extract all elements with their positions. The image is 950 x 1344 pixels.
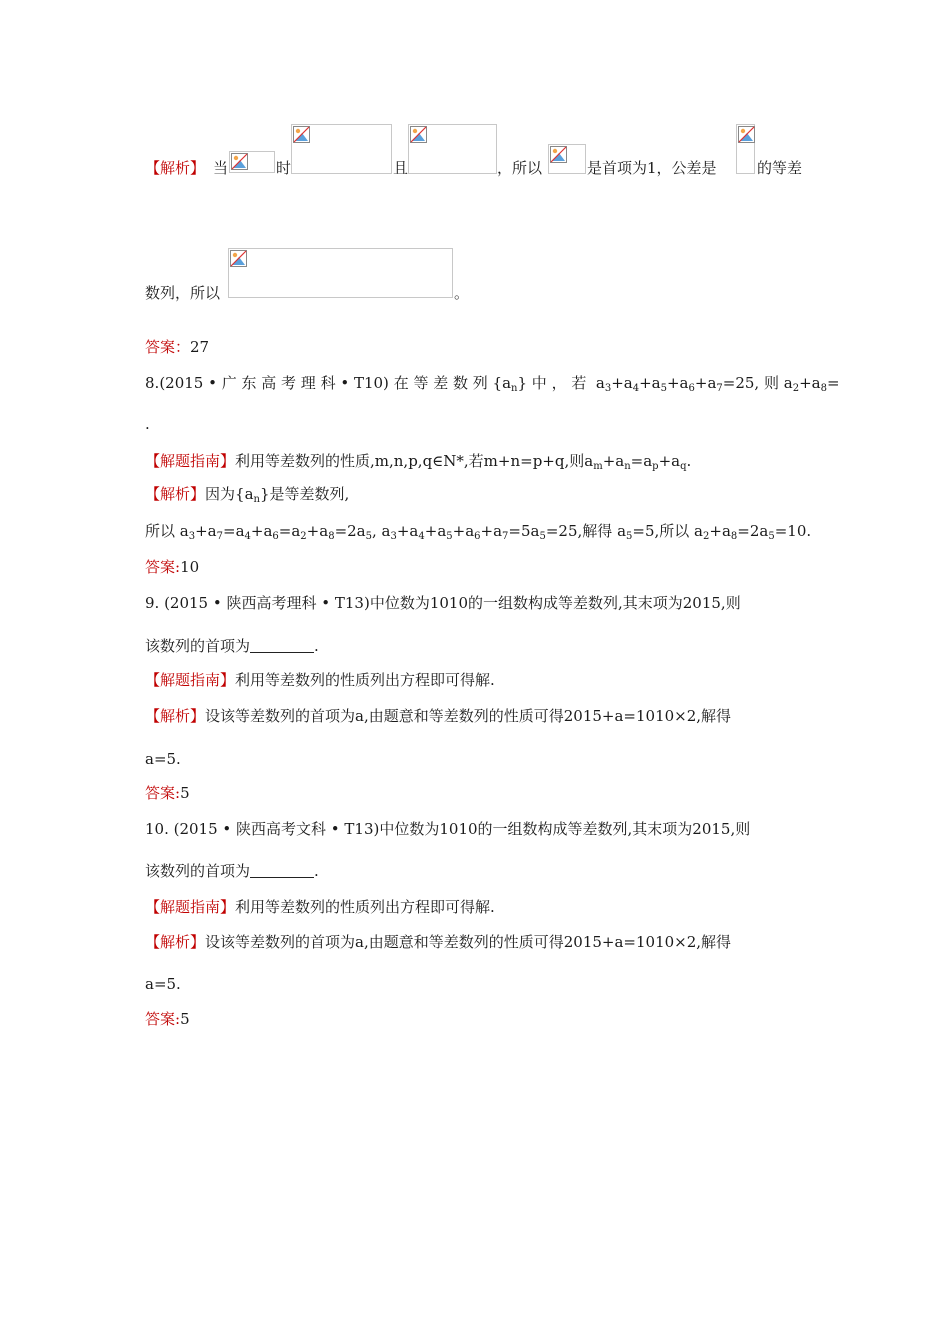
analysis-line: 【解析】因为$\{a_n\}$是等差数列, bbox=[145, 485, 350, 505]
question-9-cont bbox=[145, 636, 319, 656]
guide-line bbox=[145, 670, 495, 690]
guide-text: 利用等差数列的性质列出方程即可得解. bbox=[235, 671, 495, 689]
analysis-text: 数列，所以 bbox=[145, 284, 221, 302]
answer-label: 答案: bbox=[145, 558, 181, 576]
analysis-line bbox=[145, 706, 731, 726]
analysis-text: 是首项为1，公差是 bbox=[587, 159, 717, 177]
broken-image-icon bbox=[410, 126, 427, 143]
guide-tag: 【解题指南】 bbox=[145, 452, 236, 470]
question-text: . bbox=[314, 862, 319, 880]
guide-line: 【解题指南】利用等差数列的性质,m,n,p,q∈N*,若m+n=p+q,则$a_m+a_n=a_p+a_q$. bbox=[145, 452, 692, 472]
formula-image bbox=[291, 124, 392, 174]
formula-image bbox=[408, 124, 497, 174]
broken-image-icon bbox=[550, 146, 567, 163]
answer-line bbox=[145, 337, 209, 357]
question-10: 10. (2015 • 陕西高考文科 • T13)中位数为1010的一组数构成等差数列,其末项为2015,则 bbox=[145, 820, 751, 838]
analysis-text: 设该等差数列的首项为a,由题意和等差数列的性质可得2015+a=1010×2,解得 bbox=[205, 933, 732, 951]
guide-text: 利用等差数列的性质,m,n,p,q∈N*,若m+n=p+q,则 bbox=[235, 452, 585, 470]
analysis-text: 所以 bbox=[145, 522, 176, 540]
question-9: 9. (2015 • 陕西高考理科 • T13)中位数为1010的一组数构成等差数列,其末项为2015,则 bbox=[145, 594, 741, 612]
analysis-text: 是等差数列, bbox=[269, 485, 350, 503]
formula-image bbox=[736, 124, 755, 174]
broken-image-icon bbox=[293, 126, 310, 143]
question-text: =25, 则 bbox=[722, 374, 779, 392]
guide-tag: 【解题指南】 bbox=[145, 671, 236, 689]
formula-image bbox=[548, 144, 586, 174]
analysis-text: =5,所以 bbox=[632, 522, 690, 540]
question-8: 8.(2015 • 广 东 高 考 理 科 • T10) 在 等 差 数 列 $\{a_n\}$ 中 ， 若 $a_3+a_4+a_5+a_6+a_7=25$, 则 $a_2+a_8=$ bbox=[145, 374, 840, 394]
guide-text: 利用等差数列的性质列出方程即可得解. bbox=[235, 898, 495, 916]
analysis-text: 。 bbox=[454, 284, 470, 302]
question-text: 该数列的首项为 bbox=[145, 637, 251, 655]
analysis-text: 当 bbox=[213, 159, 229, 177]
analysis-tag: 【解析】 bbox=[145, 159, 206, 177]
question-text: 中 ， 若 bbox=[531, 374, 587, 392]
broken-image-icon bbox=[231, 153, 248, 170]
analysis-line-2: 所以 $a_3+a_7=a_4+a_6=a_2+a_8=2a_5$, $a_3+a_4+a_5+a_6+a_7=5a_5=25$,解得 $a_5=5$,所以 $a_2+a_8=2a_5=10$. bbox=[145, 522, 812, 542]
question-source: (2015 • 广 东 高 考 理 科 • T10) bbox=[159, 374, 389, 392]
guide-line bbox=[145, 897, 495, 917]
guide-text: . bbox=[686, 452, 692, 470]
analysis-tag: 【解析】 bbox=[145, 933, 206, 951]
answer-line bbox=[145, 557, 199, 577]
analysis-text: 的等差 bbox=[757, 159, 803, 177]
broken-image-icon bbox=[738, 126, 755, 143]
answer-label: 答案: bbox=[145, 1010, 181, 1028]
analysis-text: ,解得 bbox=[577, 522, 613, 540]
answer-value: 5 bbox=[180, 1010, 190, 1028]
formula-image bbox=[229, 151, 275, 173]
answer-line bbox=[145, 783, 190, 803]
question-text: 在 等 差 数 列 bbox=[393, 374, 488, 392]
answer-value: 5 bbox=[180, 784, 190, 802]
question-text: = bbox=[826, 374, 840, 392]
question-text: . bbox=[314, 637, 319, 655]
answer-line bbox=[145, 1009, 190, 1029]
analysis-text: 且 bbox=[393, 159, 409, 177]
analysis-tag: 【解析】 bbox=[145, 485, 206, 503]
analysis-line bbox=[145, 932, 731, 952]
answer-label: 答案： bbox=[145, 338, 191, 356]
answer-value: 10 bbox=[180, 558, 200, 576]
question-8-cont: . bbox=[145, 415, 150, 433]
guide-tag: 【解题指南】 bbox=[145, 898, 236, 916]
answer-value: 27 bbox=[190, 338, 210, 356]
broken-image-icon bbox=[230, 250, 247, 267]
question-text: 该数列的首项为 bbox=[145, 862, 251, 880]
answer-blank bbox=[250, 638, 314, 653]
analysis-line-2: a=5. bbox=[145, 750, 181, 768]
answer-label: 答案: bbox=[145, 784, 181, 802]
analysis-line-2: a=5. bbox=[145, 975, 181, 993]
analysis-text: 因为 bbox=[205, 485, 236, 503]
analysis-text: 时 bbox=[276, 159, 292, 177]
formula-image bbox=[228, 248, 453, 298]
analysis-text: 设该等差数列的首项为a,由题意和等差数列的性质可得2015+a=1010×2,解得 bbox=[205, 707, 732, 725]
question-number: 8. bbox=[145, 374, 160, 392]
analysis-text: ，所以 bbox=[497, 159, 543, 177]
analysis-text: =10. bbox=[774, 522, 812, 540]
answer-blank bbox=[250, 863, 314, 878]
question-10-cont bbox=[145, 861, 319, 881]
analysis-tag: 【解析】 bbox=[145, 707, 206, 725]
